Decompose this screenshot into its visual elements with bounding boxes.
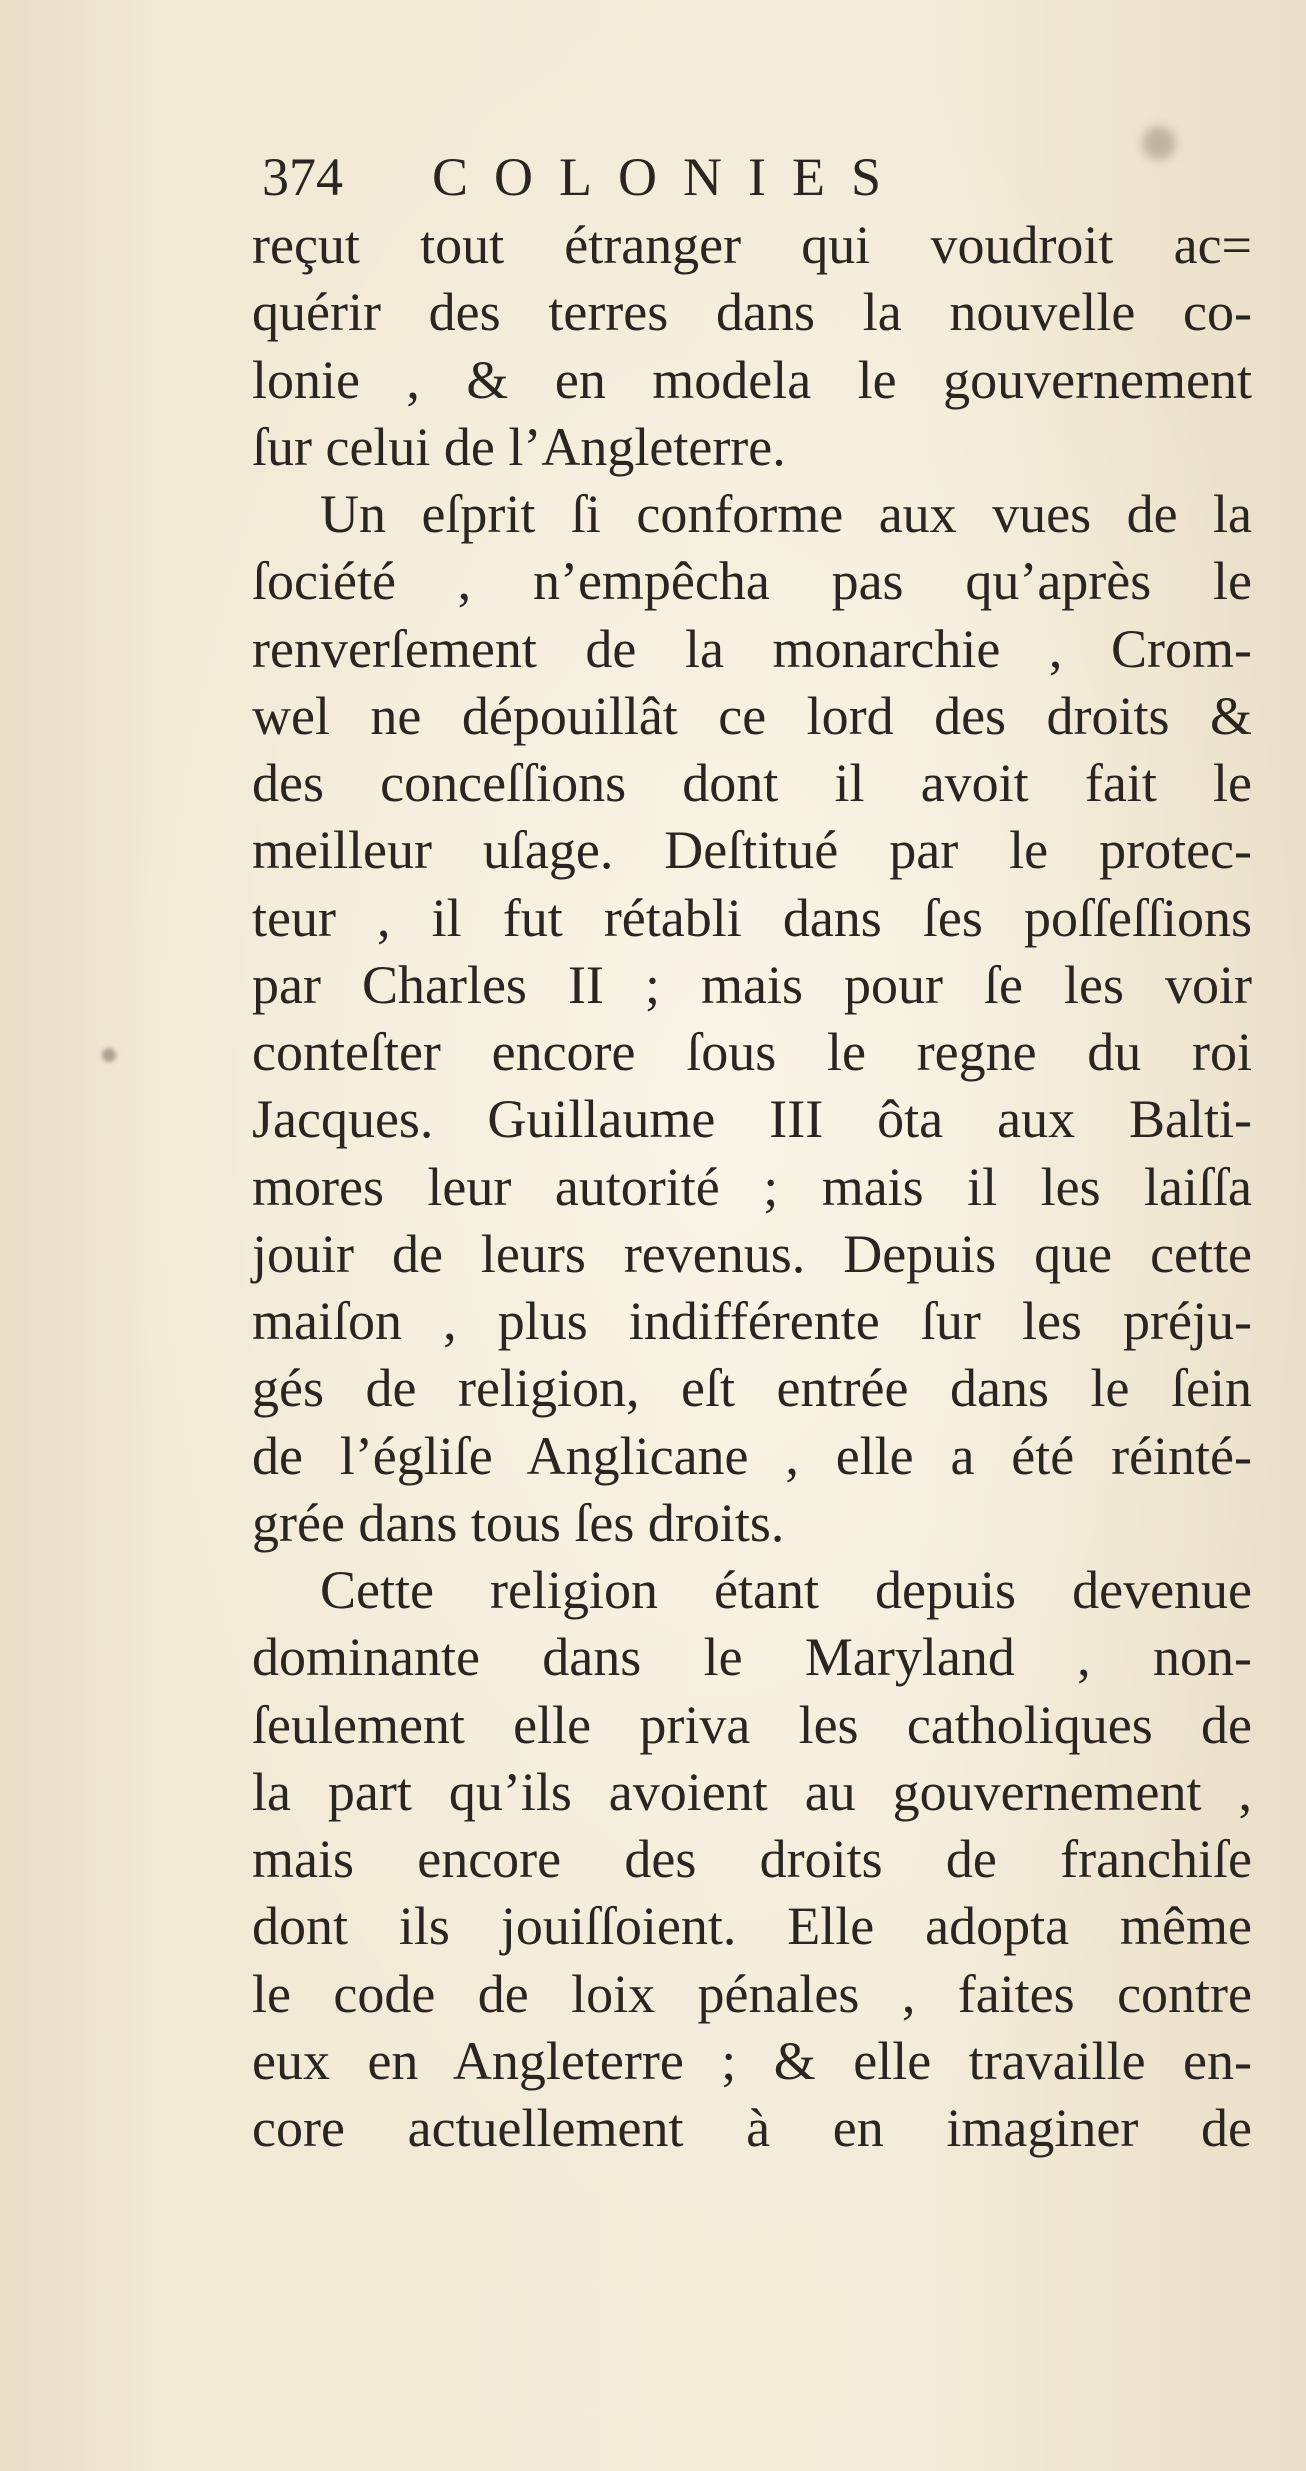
text-line: teur , il fut rétabli dans ſes poſſeſſions: [252, 887, 1252, 948]
text-line: dont ils jouiſſoient. Elle adopta même: [252, 1896, 1252, 1957]
text-line: Jacques. Guillaume III ôta aux Balti-: [252, 1089, 1252, 1150]
text-line: dominante dans le Maryland , non-: [252, 1627, 1252, 1688]
text-line: jouir de leurs revenus. Depuis que cette: [252, 1223, 1252, 1284]
text-line: eux en Angleterre ; & elle travaille en-: [252, 2030, 1252, 2091]
text-line: quérir des terres dans la nouvelle co-: [252, 282, 1252, 343]
ink-stain: [102, 1048, 116, 1062]
text-line: renverſement de la monarchie , Crom-: [252, 618, 1252, 679]
text-line: de l’égliſe Anglicane , elle a été réinté-: [252, 1425, 1252, 1486]
text-line: core actuellement à en imaginer de: [252, 2098, 1252, 2158]
ink-stain: [1142, 126, 1176, 160]
text-line: par Charles II ; mais pour ſe les voir: [252, 954, 1252, 1015]
text-line: des conceſſions dont il avoit fait le: [252, 753, 1252, 813]
text-line: mores leur autorité ; mais il les laiſſa: [252, 1156, 1252, 1217]
text-line: Un eſprit ſi conforme aux vues de la: [320, 484, 1252, 544]
text-line: le code de loix pénales , faites contre: [252, 1963, 1252, 2024]
text-line: mais encore des droits de franchiſe: [252, 1829, 1252, 1889]
body-text: [252, 212, 1252, 2162]
text-line: la part qu’ils avoient au gouvernement ,: [252, 1761, 1252, 1822]
text-line: Cette religion étant depuis devenue: [320, 1560, 1252, 1620]
page-number: 374: [262, 147, 343, 207]
text-line: gés de religion, eſt entrée dans le ſein: [252, 1358, 1252, 1419]
text-line: meilleur uſage. Deſtitué par le protec-: [252, 820, 1252, 881]
running-title: COLONIES: [432, 147, 907, 207]
text-line: lonie , & en modela le gouvernement: [252, 349, 1252, 410]
text-line: conteſter encore ſous le regne du roi: [252, 1022, 1252, 1082]
page-header: [262, 147, 907, 207]
text-line: ſeulement elle priva les catholiques de: [252, 1694, 1252, 1755]
text-line: reçut tout étranger qui voudroit ac=: [252, 215, 1252, 275]
text-line: wel ne dépouillât ce lord des droits &: [252, 685, 1252, 746]
text-line: grée dans tous ſes droits.: [252, 1492, 785, 1553]
text-line: maiſon , plus indifférente ſur les préju-: [252, 1291, 1252, 1351]
text-line: ſociété , n’empêcha pas qu’après le: [252, 551, 1252, 612]
text-line: ſur celui de l’Angleterre.: [252, 416, 786, 477]
